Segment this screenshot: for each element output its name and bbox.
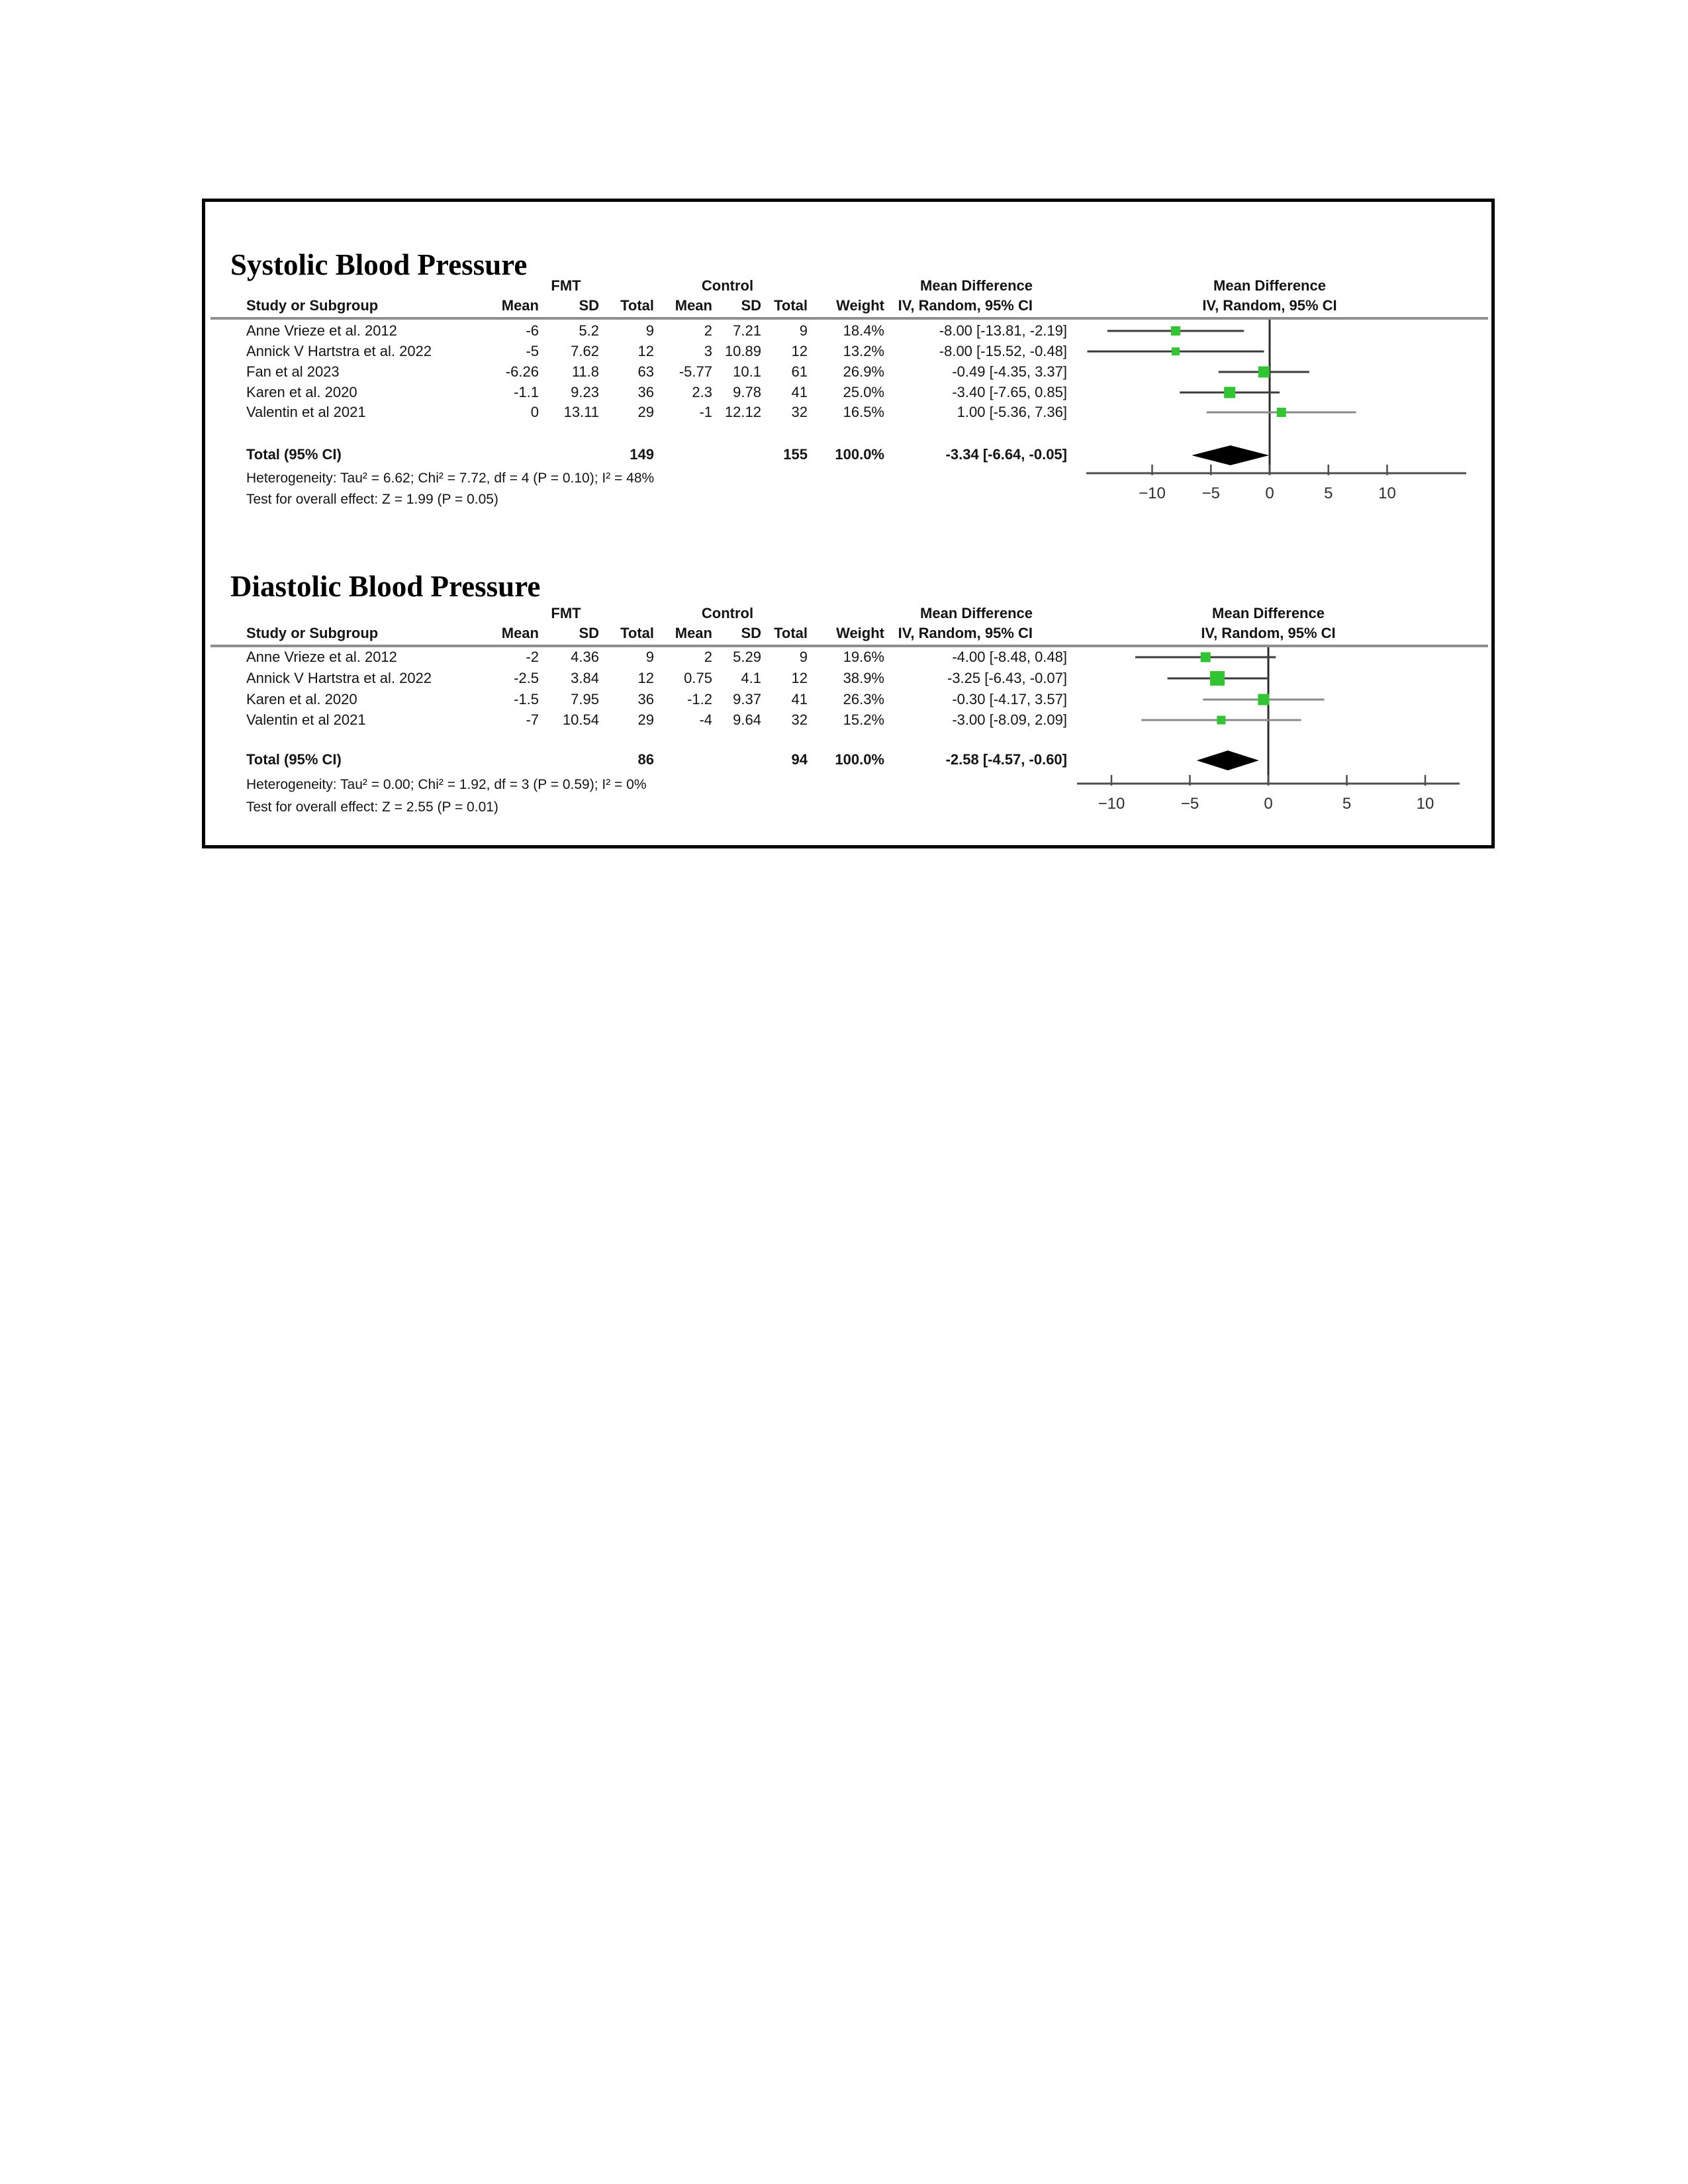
col-header-control-mean: Mean bbox=[675, 297, 712, 314]
control-group-label: Control bbox=[701, 277, 754, 294]
control-sd-value: 9.64 bbox=[733, 711, 761, 728]
table-effect-header: Mean Difference bbox=[920, 277, 1033, 294]
fmt-total-value: 9 bbox=[645, 322, 654, 339]
ci-text-value: -8.00 [-15.52, -0.48] bbox=[939, 343, 1067, 359]
col-header-control-total: Total bbox=[774, 297, 808, 314]
control-mean-value: -1 bbox=[699, 404, 712, 420]
fmt-mean-value: -6.26 bbox=[505, 363, 539, 380]
effect-square bbox=[1224, 387, 1235, 398]
control-mean-value: 0.75 bbox=[684, 670, 712, 686]
header-separator-line bbox=[211, 317, 1488, 320]
zero-reference-line bbox=[1268, 647, 1270, 784]
effect-square bbox=[1172, 347, 1180, 355]
heterogeneity-text: Heterogeneity: Tau² = 0.00; Chi² = 1.92, df = 3 (P = 0.59); I² = 0% bbox=[246, 777, 647, 792]
plot-effect-header: Mean Difference bbox=[1212, 605, 1325, 621]
study-name: Karen et al. 2020 bbox=[246, 691, 357, 707]
overall-effect-text: Test for overall effect: Z = 2.55 (P = 0.01) bbox=[246, 799, 498, 815]
col-header-control-sd: SD bbox=[741, 297, 761, 314]
control-total-value: 32 bbox=[791, 404, 808, 420]
ci-text-value: -0.49 [-4.35, 3.37] bbox=[952, 363, 1067, 380]
axis-tick-label: −5 bbox=[1201, 484, 1220, 502]
ci-text-value: -3.40 [-7.65, 0.85] bbox=[952, 384, 1067, 400]
ci-text-value: -4.00 [-8.48, 0.48] bbox=[952, 649, 1067, 665]
col-header-study: Study or Subgroup bbox=[246, 297, 379, 314]
fmt-total-value: 63 bbox=[637, 363, 654, 380]
weight-value: 26.3% bbox=[843, 691, 884, 707]
control-total-value: 9 bbox=[799, 649, 808, 665]
weight-value: 18.4% bbox=[843, 322, 884, 339]
study-name: Fan et al 2023 bbox=[246, 363, 340, 380]
fmt-total-value: 36 bbox=[637, 384, 654, 400]
fmt-group-label: FMT bbox=[551, 277, 581, 294]
axis-tick bbox=[1425, 775, 1427, 786]
axis-tick bbox=[1210, 465, 1212, 475]
effect-square bbox=[1217, 716, 1225, 725]
control-sd-value: 7.21 bbox=[733, 322, 761, 339]
plot-method-header: IV, Random, 95% CI bbox=[1202, 297, 1337, 314]
col-header-fmt-mean: Mean bbox=[501, 625, 539, 641]
ci-text-value: -3.25 [-6.43, -0.07] bbox=[947, 670, 1067, 686]
control-mean-value: -5.77 bbox=[679, 363, 712, 380]
fmt-group-label: FMT bbox=[551, 605, 581, 621]
axis-tick-label: −5 bbox=[1180, 795, 1199, 813]
heterogeneity-text: Heterogeneity: Tau² = 6.62; Chi² = 7.72, df = 4 (P = 0.10); I² = 48% bbox=[246, 471, 655, 486]
control-total-value: 12 bbox=[791, 343, 808, 359]
fmt-total-value: 29 bbox=[637, 711, 654, 728]
total-fmt-n: 86 bbox=[637, 751, 654, 768]
col-header-fmt-total: Total bbox=[620, 297, 654, 314]
study-name: Annick V Hartstra et al. 2022 bbox=[246, 343, 432, 359]
total-weight: 100.0% bbox=[835, 751, 884, 768]
effect-square bbox=[1277, 408, 1286, 417]
col-header-fmt-sd: SD bbox=[579, 625, 599, 641]
study-name: Karen et al. 2020 bbox=[246, 384, 357, 400]
panel-title: Diastolic Blood Pressure bbox=[230, 570, 541, 604]
control-mean-value: 2.3 bbox=[692, 384, 712, 400]
col-header-fmt-sd: SD bbox=[579, 297, 599, 314]
table-effect-header: Mean Difference bbox=[920, 605, 1033, 621]
table-method-header: IV, Random, 95% CI bbox=[898, 625, 1033, 641]
study-name: Valentin et al 2021 bbox=[246, 404, 366, 420]
control-sd-value: 9.78 bbox=[733, 384, 761, 400]
fmt-sd-value: 7.95 bbox=[571, 691, 599, 707]
col-header-fmt-mean: Mean bbox=[501, 297, 539, 314]
control-mean-value: -4 bbox=[699, 711, 712, 728]
axis-tick-label: 5 bbox=[1324, 484, 1333, 502]
effect-square bbox=[1258, 367, 1270, 378]
x-axis-line bbox=[1086, 473, 1466, 475]
weight-value: 13.2% bbox=[843, 343, 884, 359]
weight-value: 16.5% bbox=[843, 404, 884, 420]
axis-tick bbox=[1386, 465, 1388, 475]
effect-square bbox=[1171, 326, 1180, 336]
overall-effect-text: Test for overall effect: Z = 1.99 (P = 0.05) bbox=[246, 492, 498, 507]
axis-tick bbox=[1151, 465, 1153, 475]
axis-tick-label: 10 bbox=[1378, 484, 1396, 502]
weight-value: 26.9% bbox=[843, 363, 884, 380]
fmt-mean-value: -7 bbox=[526, 711, 539, 728]
effect-square bbox=[1210, 671, 1225, 686]
axis-tick bbox=[1269, 465, 1271, 475]
pooled-effect-diamond bbox=[1192, 445, 1269, 465]
fmt-total-value: 12 bbox=[637, 343, 654, 359]
axis-tick-label: −10 bbox=[1139, 484, 1166, 502]
axis-tick-label: 0 bbox=[1264, 795, 1273, 813]
fmt-mean-value: -5 bbox=[526, 343, 539, 359]
fmt-sd-value: 11.8 bbox=[571, 363, 599, 380]
control-total-value: 61 bbox=[791, 363, 808, 380]
study-name: Annick V Hartstra et al. 2022 bbox=[246, 670, 432, 686]
control-mean-value: -1.2 bbox=[687, 691, 712, 707]
control-total-value: 9 bbox=[799, 322, 808, 339]
ci-text-value: -3.00 [-8.09, 2.09] bbox=[952, 711, 1067, 728]
weight-value: 38.9% bbox=[843, 670, 884, 686]
control-mean-value: 2 bbox=[704, 322, 712, 339]
total-control-n: 155 bbox=[783, 446, 808, 463]
study-name: Anne Vrieze et al. 2012 bbox=[246, 649, 397, 665]
pooled-effect-diamond bbox=[1197, 751, 1259, 770]
fmt-mean-value: -1.5 bbox=[514, 691, 539, 707]
axis-tick-label: 5 bbox=[1342, 795, 1352, 813]
col-header-weight: Weight bbox=[836, 625, 884, 641]
fmt-total-value: 29 bbox=[637, 404, 654, 420]
control-total-value: 41 bbox=[791, 384, 808, 400]
study-name: Anne Vrieze et al. 2012 bbox=[246, 322, 397, 339]
control-sd-value: 10.89 bbox=[724, 343, 761, 359]
total-label: Total (95% CI) bbox=[246, 446, 342, 463]
weight-value: 19.6% bbox=[843, 649, 884, 665]
axis-tick-label: 10 bbox=[1416, 795, 1434, 813]
fmt-sd-value: 13.11 bbox=[563, 404, 599, 420]
fmt-total-value: 9 bbox=[645, 649, 654, 665]
total-fmt-n: 149 bbox=[630, 446, 654, 463]
total-ci: -3.34 [-6.64, -0.05] bbox=[945, 446, 1067, 463]
weight-value: 15.2% bbox=[843, 711, 884, 728]
ci-text-value: 1.00 [-5.36, 7.36] bbox=[957, 404, 1067, 420]
col-header-study: Study or Subgroup bbox=[246, 625, 379, 641]
ci-text-value: -8.00 [-13.81, -2.19] bbox=[939, 322, 1067, 339]
fmt-sd-value: 7.62 bbox=[571, 343, 599, 359]
axis-tick bbox=[1346, 775, 1348, 786]
study-name: Valentin et al 2021 bbox=[246, 711, 366, 728]
col-header-fmt-total: Total bbox=[620, 625, 654, 641]
fmt-total-value: 36 bbox=[637, 691, 654, 707]
control-sd-value: 10.1 bbox=[733, 363, 761, 380]
axis-tick bbox=[1328, 465, 1330, 475]
control-sd-value: 9.37 bbox=[733, 691, 761, 707]
total-label: Total (95% CI) bbox=[246, 751, 342, 768]
control-total-value: 41 bbox=[791, 691, 808, 707]
col-header-control-sd: SD bbox=[741, 625, 761, 641]
fmt-mean-value: -2.5 bbox=[514, 670, 539, 686]
effect-square bbox=[1258, 694, 1269, 705]
panel-title: Systolic Blood Pressure bbox=[230, 248, 528, 282]
effect-square bbox=[1201, 653, 1211, 662]
fmt-sd-value: 10.54 bbox=[562, 711, 599, 728]
col-header-control-mean: Mean bbox=[675, 625, 712, 641]
fmt-mean-value: 0 bbox=[530, 404, 539, 420]
table-method-header: IV, Random, 95% CI bbox=[898, 297, 1033, 314]
control-sd-value: 4.1 bbox=[741, 670, 761, 686]
total-ci: -2.58 [-4.57, -0.60] bbox=[945, 751, 1067, 768]
control-total-value: 12 bbox=[791, 670, 808, 686]
control-total-value: 32 bbox=[791, 711, 808, 728]
control-sd-value: 12.12 bbox=[724, 404, 761, 420]
total-weight: 100.0% bbox=[835, 446, 884, 463]
fmt-sd-value: 4.36 bbox=[571, 649, 599, 665]
axis-tick-label: 0 bbox=[1265, 484, 1274, 502]
control-group-label: Control bbox=[701, 605, 754, 621]
fmt-sd-value: 9.23 bbox=[571, 384, 599, 400]
fmt-sd-value: 3.84 bbox=[571, 670, 599, 686]
weight-value: 25.0% bbox=[843, 384, 884, 400]
control-mean-value: 2 bbox=[704, 649, 712, 665]
zero-reference-line bbox=[1269, 320, 1271, 473]
fmt-sd-value: 5.2 bbox=[579, 322, 599, 339]
col-header-weight: Weight bbox=[836, 297, 884, 314]
plot-method-header: IV, Random, 95% CI bbox=[1201, 625, 1336, 641]
total-control-n: 94 bbox=[791, 751, 808, 768]
plot-effect-header: Mean Difference bbox=[1213, 277, 1326, 294]
ci-text-value: -0.30 [-4.17, 3.57] bbox=[952, 691, 1067, 707]
fmt-mean-value: -2 bbox=[526, 649, 539, 665]
fmt-total-value: 12 bbox=[637, 670, 654, 686]
control-mean-value: 3 bbox=[704, 343, 712, 359]
axis-tick bbox=[1268, 775, 1270, 786]
fmt-mean-value: -6 bbox=[526, 322, 539, 339]
axis-tick bbox=[1111, 775, 1113, 786]
axis-tick-label: −10 bbox=[1098, 795, 1125, 813]
fmt-mean-value: -1.1 bbox=[514, 384, 539, 400]
control-sd-value: 5.29 bbox=[733, 649, 761, 665]
col-header-control-total: Total bbox=[774, 625, 808, 641]
axis-tick bbox=[1189, 775, 1191, 786]
